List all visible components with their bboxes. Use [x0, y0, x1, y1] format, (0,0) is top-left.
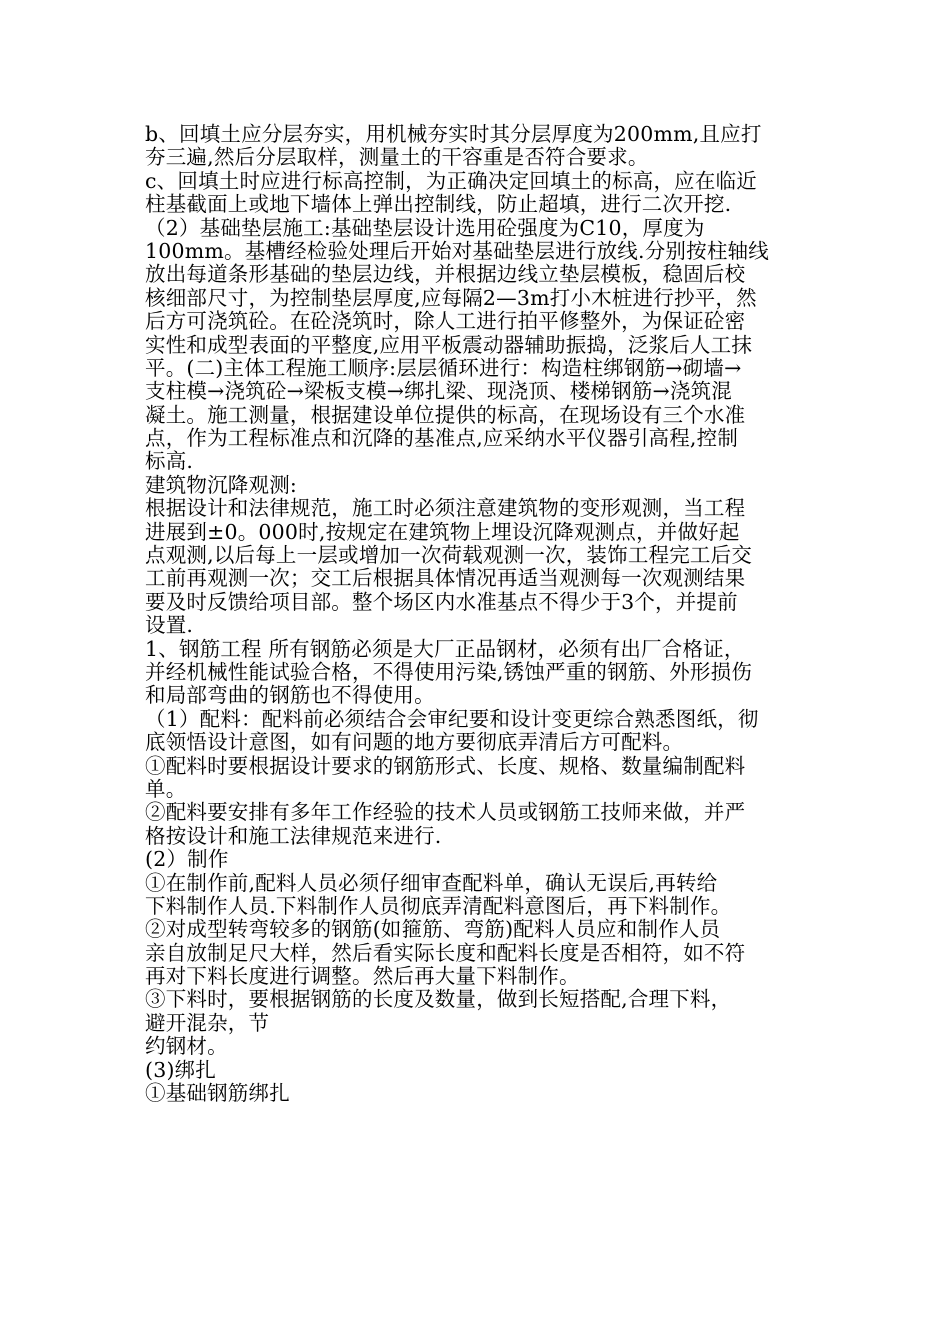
text-line: 和局部弯曲的钢筋也不得使用。 [145, 683, 435, 708]
text-line: 柱基截面上或地下墙体上弹出控制线，防止超填，进行二次开挖. [145, 192, 732, 217]
text-line: 要及时反馈给项目部。整个场区内水准基点不得少于3个，并提前 [145, 589, 738, 614]
text-line: 100mm。基槽经检验处理后开始对基础垫层进行放线.分别按柱轴线 [145, 238, 769, 263]
text-line: （1）配料：配料前必须结合会审纪要和设计变更综合熟悉图纸，彻 [145, 706, 759, 731]
section-heading: 建筑物沉降观测: [145, 472, 298, 497]
text-line: 点观测,以后每上一层或增加一次荷载观测一次，装饰工程完工后交 [145, 543, 753, 568]
section-heading: 1、钢筋工程 所有钢筋必须是大厂正品钢材，必须有出厂合格证， [145, 636, 745, 661]
text-line: 底领悟设计意图，如有问题的地方要彻底弄清后方可配料。 [145, 730, 684, 755]
text-line: ①基础钢筋绑扎 [145, 1081, 290, 1106]
text-line: 标高. [145, 449, 194, 474]
section-heading: (2）制作 [145, 847, 229, 872]
text-line: 核细部尺寸，为控制垫层厚度,应每隔2—3m打小木桩进行抄平，然 [145, 285, 757, 310]
text-line: 单。 [145, 776, 187, 801]
text-line: 工前再观测一次；交工后根据具体情况再适当观测每一次观测结果 [145, 566, 746, 591]
text-line: 下料制作人员.下料制作人员彻底弄清配料意图后，再下料制作。 [145, 893, 732, 918]
text-line: ②配料要安排有多年工作经验的技术人员或钢筋工技师来做，并严 [145, 800, 746, 825]
text-line: 根据设计和法律规范，施工时必须注意建筑物的变形观测，当工程 [145, 496, 746, 521]
text-line: 亲自放制足尺大样，然后看实际长度和配料长度是否相符，如不符 [145, 940, 746, 965]
text-line: 点，作为工程标准点和沉降的基准点,应采纳水平仪器引高程,控制 [145, 426, 739, 451]
text-line: 夯三遍,然后分层取样，测量土的干容重是否符合要求。 [145, 145, 649, 170]
document-body [145, 123, 810, 1105]
text-line: 格按设计和施工法律规范来进行. [145, 823, 442, 848]
text-line: 后方可浇筑砼。在砼浇筑时，除人工进行拍平修整外，为保证砼密 [145, 309, 746, 334]
text-line: 设置. [145, 613, 194, 638]
text-line: 实性和成型表面的平整度,应用平板震动器辅助振捣，泛浆后人工抹 [145, 332, 753, 357]
text-line: 凝土。施工测量，根据建设单位提供的标高，在现场设有三个水准 [145, 402, 746, 427]
text-line: ①配料时要根据设计要求的钢筋形式、长度、规格、数量编制配料 [145, 753, 746, 778]
text-line: 再对下料长度进行调整。然后再大量下料制作。 [145, 964, 580, 989]
text-line: 约钢材。 [145, 1034, 228, 1059]
text-line: ③下料时，要根据钢筋的长度及数量，做到长短搭配,合理下料， [145, 987, 732, 1012]
text-line: 支柱模→浇筑砼→梁板支模→绑扎梁、现浇顶、楼梯钢筋→浇筑混 [145, 379, 733, 404]
text-line: 进展到±0。000时,按规定在建筑物上埋设沉降观测点，并做好起 [145, 519, 740, 544]
text-line: ①在制作前,配料人员必须仔细审查配料单，确认无误后,再转给 [145, 870, 718, 895]
text-line: 放出每道条形基础的垫层边线，并根据边线立垫层模板，稳固后校 [145, 262, 746, 287]
section-heading: (3)绑扎 [145, 1057, 217, 1082]
text-line: 并经机械性能试验合格，不得使用污染,锈蚀严重的钢筋、外形损伤 [145, 659, 753, 684]
text-line: 平。(二)主体工程施工顺序:层层循环进行：构造柱绑钢筋→砌墙→ [145, 355, 742, 380]
text-line: c、回填土时应进行标高控制，为正确决定回填土的标高，应在临近 [145, 168, 757, 193]
text-line: b、回填土应分层夯实，用机械夯实时其分层厚度为200mm,且应打 [145, 122, 762, 146]
text-line: （2）基础垫层施工:基础垫层设计选用砼强度为C10，厚度为 [145, 215, 705, 240]
text-line: 避开混杂，节 [145, 1010, 270, 1035]
text-line: ②对成型转弯较多的钢筋(如箍筋、弯筋)配料人员应和制作人员 [145, 917, 721, 942]
